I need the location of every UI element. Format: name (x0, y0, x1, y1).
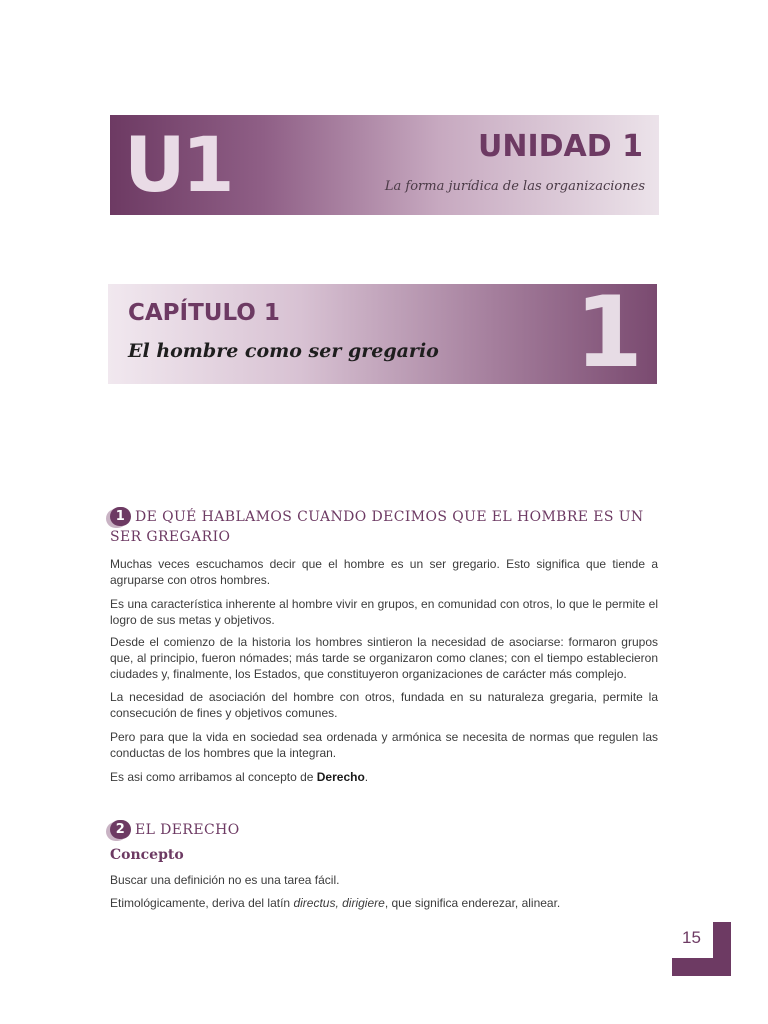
chapter-number: 1 (574, 276, 643, 390)
paragraph: La necesidad de asociación del hombre con otros, fundada en su naturaleza gregaria, permite la consecución de fines y objetivos comunes. (110, 690, 658, 720)
section-heading-1 (110, 507, 658, 547)
section-title: EL DERECHO (135, 822, 240, 838)
page-corner-bar (672, 958, 731, 976)
page-number-marker (672, 922, 731, 976)
unit-title: UNIDAD 1 (478, 129, 643, 164)
paragraph: Buscar una definición no es una tarea fácil. (110, 873, 340, 887)
text-run: Es asi como arribamos al concepto de (110, 770, 317, 784)
unit-banner (110, 115, 659, 215)
section-number-badge: 1 (110, 507, 131, 526)
paragraph: Pero para que la vida en sociedad sea ordenada y armónica se necesita de normas que regulen las conductas de los hombres que la integran. (110, 730, 658, 760)
chapter-title: CAPÍTULO 1 (128, 300, 280, 326)
paragraph: Desde el comienzo de la historia los hombres sintieron la necesidad de asociarse: formaron grupos que, al principio, fueron nómades; más tarde se organizaron como clanes; con el tiempo establecieron ciudades y, finalmente, los Estados, que constituyeron organizaciones de carácter más complejo. (110, 635, 658, 681)
text-run: . (364, 770, 369, 784)
chapter-subtitle: El hombre como ser gregario (128, 340, 439, 362)
italic-term: directus, dirigiere (293, 896, 385, 910)
unit-big-label: U1 (124, 120, 231, 209)
paragraph: Es una característica inherente al hombre vivir en grupos, en comunidad con otros, lo que le permite el logro de sus metas y objetivos. (110, 597, 658, 627)
page-number: 15 (682, 928, 701, 947)
section-number-badge: 2 (110, 820, 131, 839)
text-run: , que significa enderezar, alinear. (384, 896, 561, 910)
subheading-concepto: Concepto (110, 847, 184, 863)
section-title: DE QUÉ HABLAMOS CUANDO DECIMOS QUE EL HOMBRE ES UN SER GREGARIO (110, 509, 644, 545)
paragraph-etimologia (110, 895, 658, 911)
text-run: Etimológicamente, deriva del latín (110, 896, 294, 910)
unit-subtitle: La forma jurídica de las organizaciones (384, 179, 645, 194)
paragraph: Muchas veces escuchamos decir que el hombre es un ser gregario. Esto significa que tiende a agruparse con otros hombres. (110, 557, 658, 587)
chapter-banner (108, 276, 657, 390)
bold-term: Derecho (316, 770, 365, 784)
section-heading-2 (110, 820, 658, 840)
paragraph-derecho (110, 769, 658, 785)
